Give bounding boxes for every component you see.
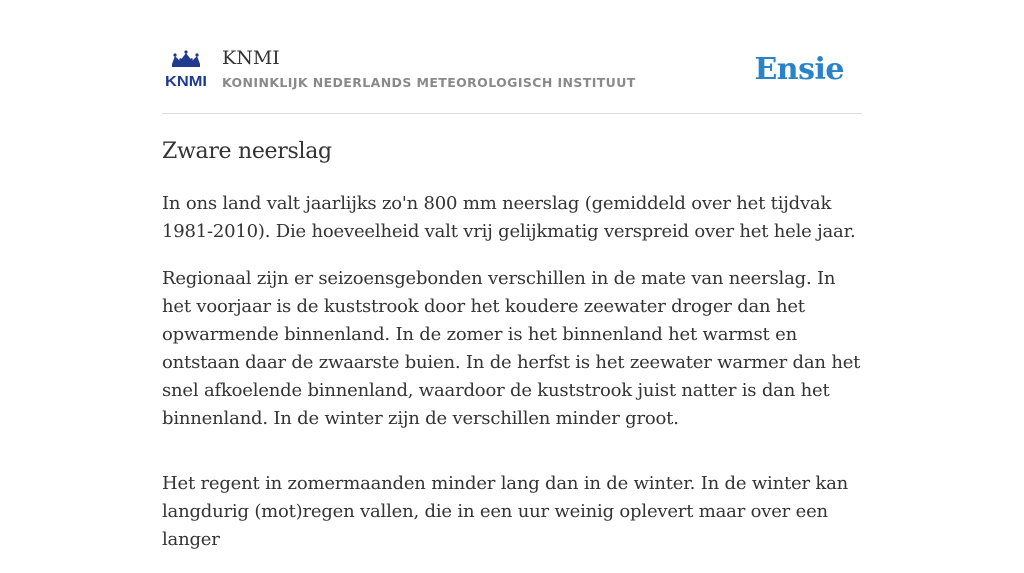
site-header xyxy=(162,0,862,114)
article-paragraph: In ons land valt jaarlijks zo'n 800 mm neerslag (gemiddeld over het tijdvak 1981-2010). Die hoeveelheid valt vrij gelijkmatig verspreid over het hele jaar. xyxy=(162,193,856,242)
logo-text: KNMI xyxy=(165,73,207,90)
brand-link[interactable]: Ensie xyxy=(754,52,844,87)
article-title: Zware neerslag xyxy=(162,139,332,164)
knmi-logo[interactable] xyxy=(164,50,208,90)
crown-icon xyxy=(172,50,200,67)
article xyxy=(162,134,862,573)
org-full-name: KONINKLIJK NEDERLANDS METEOROLOGISCH INSTITUUT xyxy=(222,75,636,90)
article-paragraph: Het regent in zomermaanden minder lang dan in de winter. In de winter kan langdurig (mot)regen vallen, die in een uur weinig oplevert maar over een langer xyxy=(162,473,849,550)
article-paragraph: Regionaal zijn er seizoensgebonden verschillen in de mate van neerslag. In het voorjaar is de kuststrook door het koudere zeewater droger dan het opwarmende binnenland. In de zomer is het binnenland het warmst en ontstaan daar de zwaarste buien. In de herfst is het zeewater warmer dan het snel afkoelende binnenland, waardoor de kuststrook juist natter is dan het binnenland. In de winter zijn de verschillen minder groot. xyxy=(162,268,861,429)
org-name: KNMI xyxy=(222,47,280,69)
